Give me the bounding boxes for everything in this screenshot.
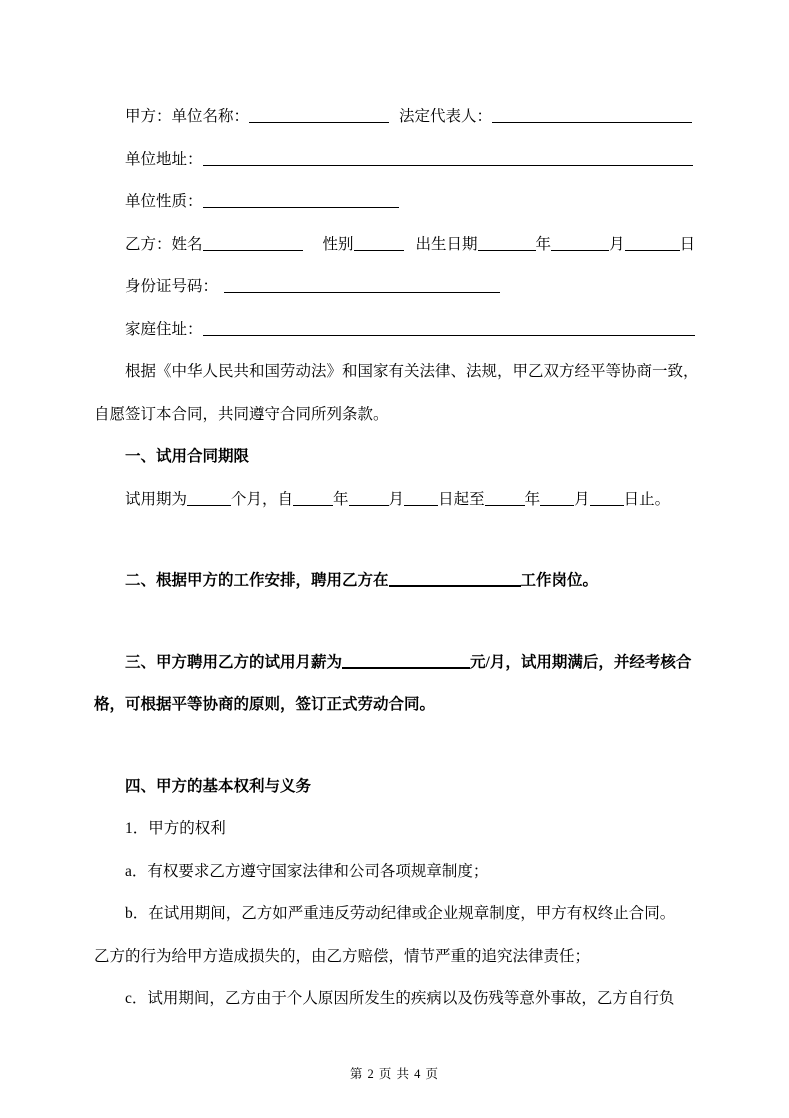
text-segment: 格，可根据平等协商的原则，签订正式劳动合同。	[94, 696, 436, 713]
spacer	[303, 248, 323, 249]
text-segment: 根据《中华人民共和国劳动法》和国家有关法律、法规，甲乙双方经平等协商一致，	[125, 363, 699, 380]
blank-start-year[interactable]	[293, 492, 333, 506]
blank-home-address[interactable]	[203, 322, 695, 336]
spacer	[404, 248, 416, 249]
text-segment: 月	[609, 235, 625, 253]
text-segment: a．有权要求乙方遵守国家法律和公司各项规章制度；	[125, 862, 489, 880]
text-segment: 四、甲方的基本权利与义务	[125, 777, 312, 795]
blank-legal-representative[interactable]	[492, 109, 692, 123]
text-segment: 日起至	[438, 490, 485, 508]
id-number-line	[94, 266, 696, 309]
section-2-line	[94, 560, 696, 603]
blank-end-day[interactable]	[590, 492, 624, 506]
section-4-heading	[94, 766, 696, 809]
text-segment: b．在试用期间，乙方如严重违反劳动纪律或企业规章制度，甲方有权终止合同。	[125, 905, 676, 922]
text-segment: 乙方的行为给甲方造成损失的，由乙方赔偿，情节严重的追究法律责任；	[94, 947, 591, 965]
text-segment: 试用期为	[125, 490, 188, 508]
blank-gender[interactable]	[354, 237, 404, 251]
home-address-line	[94, 309, 696, 352]
text-segment: 身份证号码：	[125, 278, 219, 295]
clause-b-line-2	[94, 936, 696, 979]
unit-type-line	[94, 181, 696, 224]
preamble-line-1	[94, 351, 699, 394]
blank-name[interactable]	[203, 237, 303, 251]
blank-start-month[interactable]	[349, 492, 389, 506]
text-segment: 三、甲方聘用乙方的试用月薪为	[125, 653, 343, 671]
text-segment: 个月，自	[231, 490, 294, 508]
blank-birth-year[interactable]	[478, 237, 536, 251]
blank-id-number[interactable]	[224, 279, 500, 293]
text-segment: 1．甲方的权利	[125, 820, 226, 837]
spacer	[389, 120, 399, 121]
blank-end-year[interactable]	[485, 492, 525, 506]
party-b-info-line	[94, 224, 696, 267]
blank-birth-day[interactable]	[625, 237, 680, 251]
text-segment: 年	[333, 490, 349, 508]
clause-b-line-1	[94, 893, 696, 936]
text-segment: 二、根据甲方的工作安排，聘用乙方在	[125, 572, 389, 589]
blank-unit-address[interactable]	[203, 152, 693, 166]
text-segment: 出生日期	[415, 235, 478, 253]
section-1-heading	[94, 436, 696, 479]
blank-monthly-salary[interactable]	[342, 654, 470, 669]
text-segment: 法定代表人：	[399, 108, 493, 125]
text-segment: 年	[524, 490, 541, 508]
text-segment: 甲方：单位名称：	[125, 108, 250, 125]
text-segment: 工作岗位。	[520, 572, 599, 589]
blank-trial-months[interactable]	[187, 492, 231, 506]
blank-job-position[interactable]	[389, 572, 521, 587]
blank-birth-month[interactable]	[551, 237, 609, 251]
blank-unit-type[interactable]	[203, 194, 399, 208]
page-number-text: 第 2 页 共 4 页	[349, 1067, 440, 1081]
blank-end-month[interactable]	[540, 492, 574, 506]
unit-address-line	[94, 139, 696, 182]
text-segment: 自愿签订本合同，共同遵守合同所列条款。	[94, 405, 389, 423]
clause-a-line	[94, 851, 696, 894]
trial-period-line	[94, 479, 696, 522]
page-footer	[0, 1064, 789, 1082]
text-segment: 日	[679, 235, 696, 253]
text-segment: c．试用期间，乙方由于个人原因所发生的疾病以及伤残等意外事故，乙方自行负	[125, 990, 675, 1007]
clause-c-line-1	[94, 978, 696, 1021]
party-a-info-line	[94, 96, 696, 139]
text-segment: 单位地址：	[125, 150, 203, 168]
text-segment: 日止。	[623, 490, 671, 508]
text-segment: 乙方：姓名	[125, 235, 203, 253]
text-segment: 单位性质：	[125, 193, 203, 210]
blank-unit-name[interactable]	[249, 109, 389, 123]
text-segment: 月	[388, 490, 405, 508]
document-body	[94, 96, 699, 1021]
text-segment: 年	[535, 235, 552, 253]
preamble-line-2	[94, 394, 696, 437]
text-segment: 家庭住址：	[125, 320, 203, 338]
text-segment: 性别	[322, 235, 354, 253]
blank-start-day[interactable]	[404, 492, 438, 506]
text-segment: 元/月，试用期满后，并经考核合	[470, 653, 692, 671]
section-3-line-1	[94, 642, 696, 685]
section-3-line-2	[94, 684, 696, 727]
text-segment: 月	[574, 490, 590, 508]
clause-1-line	[94, 808, 696, 851]
text-segment: 一、试用合同期限	[125, 448, 250, 465]
